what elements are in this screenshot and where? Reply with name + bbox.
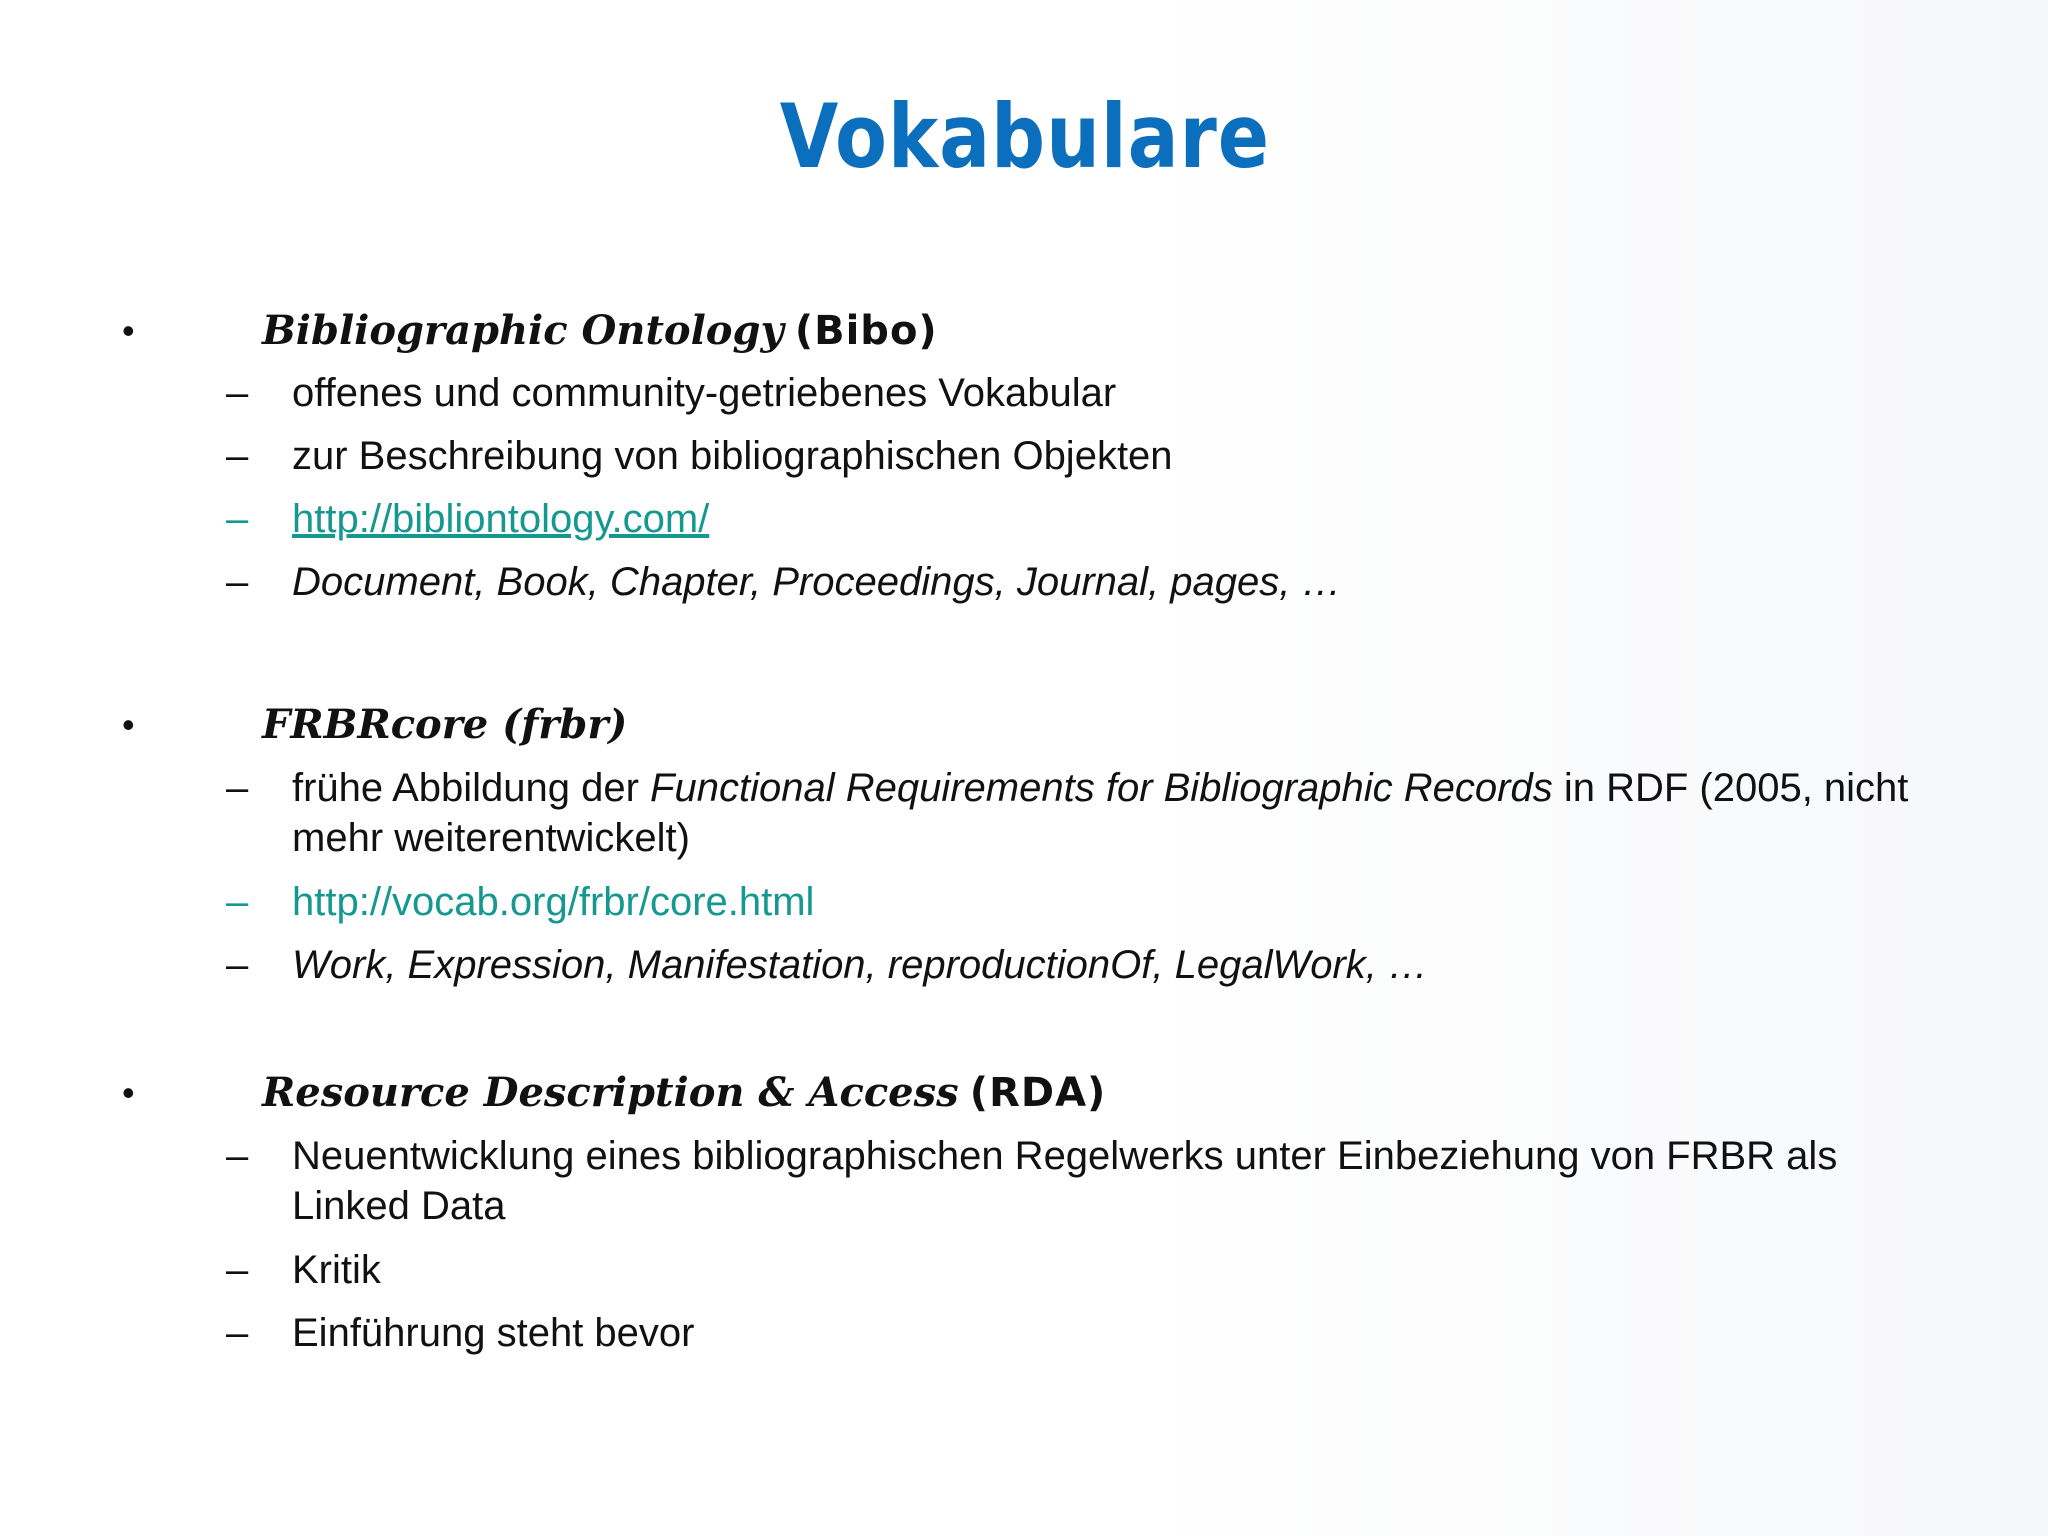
section-heading — [262, 695, 627, 755]
section-rda — [0, 1063, 2048, 1123]
heading-name: Bibliographic Ontology — [262, 307, 784, 354]
dash-icon: – — [226, 371, 249, 415]
text-part: frühe Abbildung der — [292, 766, 651, 810]
bullet-icon: • — [122, 704, 135, 745]
dash-icon: – — [226, 497, 249, 541]
item-text: Neuentwicklung eines bibliographischen Regelwerks unter Einbeziehung von FRBR als Linked Data — [292, 1134, 1838, 1228]
item-text: Kritik — [292, 1248, 381, 1292]
section-bibo — [0, 301, 2048, 361]
frbr-link[interactable]: http://vocab.org/frbr/core.html — [292, 880, 815, 924]
heading-abbreviation: (RDA) — [969, 1070, 1107, 1116]
item-text — [292, 763, 1922, 863]
heading-name: Resource Description & Access — [262, 1069, 959, 1116]
item-text: Einführung steht bevor — [292, 1311, 695, 1355]
section-frbr — [0, 695, 2048, 755]
slide-title: Vokabulare — [779, 85, 1270, 188]
dash-icon: – — [226, 1134, 249, 1178]
item-text: Document, Book, Chapter, Proceedings, Journal, pages, … — [292, 560, 1342, 604]
item-text: offenes und community-getriebenes Vokabular — [292, 371, 1117, 415]
dash-icon: – — [226, 1311, 249, 1355]
section-heading — [262, 1063, 1106, 1123]
dash-icon: – — [226, 434, 249, 478]
text-part-italic: Functional Requirements for Bibliographic Records — [650, 766, 1553, 810]
section-heading — [262, 301, 938, 361]
bullet-icon: • — [122, 1072, 135, 1113]
dash-icon: – — [226, 560, 249, 604]
dash-icon: – — [226, 880, 249, 924]
dash-icon: – — [226, 766, 249, 810]
heading-abbreviation: (Bibo) — [794, 308, 938, 354]
dash-icon: – — [226, 1248, 249, 1292]
text-part: in RDF (2005, nicht mehr weiterentwickelt) — [292, 766, 1909, 860]
item-text: Work, Expression, Manifestation, reproductionOf, LegalWork, … — [292, 943, 1429, 987]
heading-name: FRBRcore (frbr) — [262, 701, 628, 748]
bibo-link[interactable]: http://bibliontology.com/ — [292, 497, 710, 541]
item-text: zur Beschreibung von bibliographischen Objekten — [292, 434, 1173, 478]
dash-icon: – — [226, 943, 249, 987]
bullet-icon: • — [122, 310, 135, 351]
